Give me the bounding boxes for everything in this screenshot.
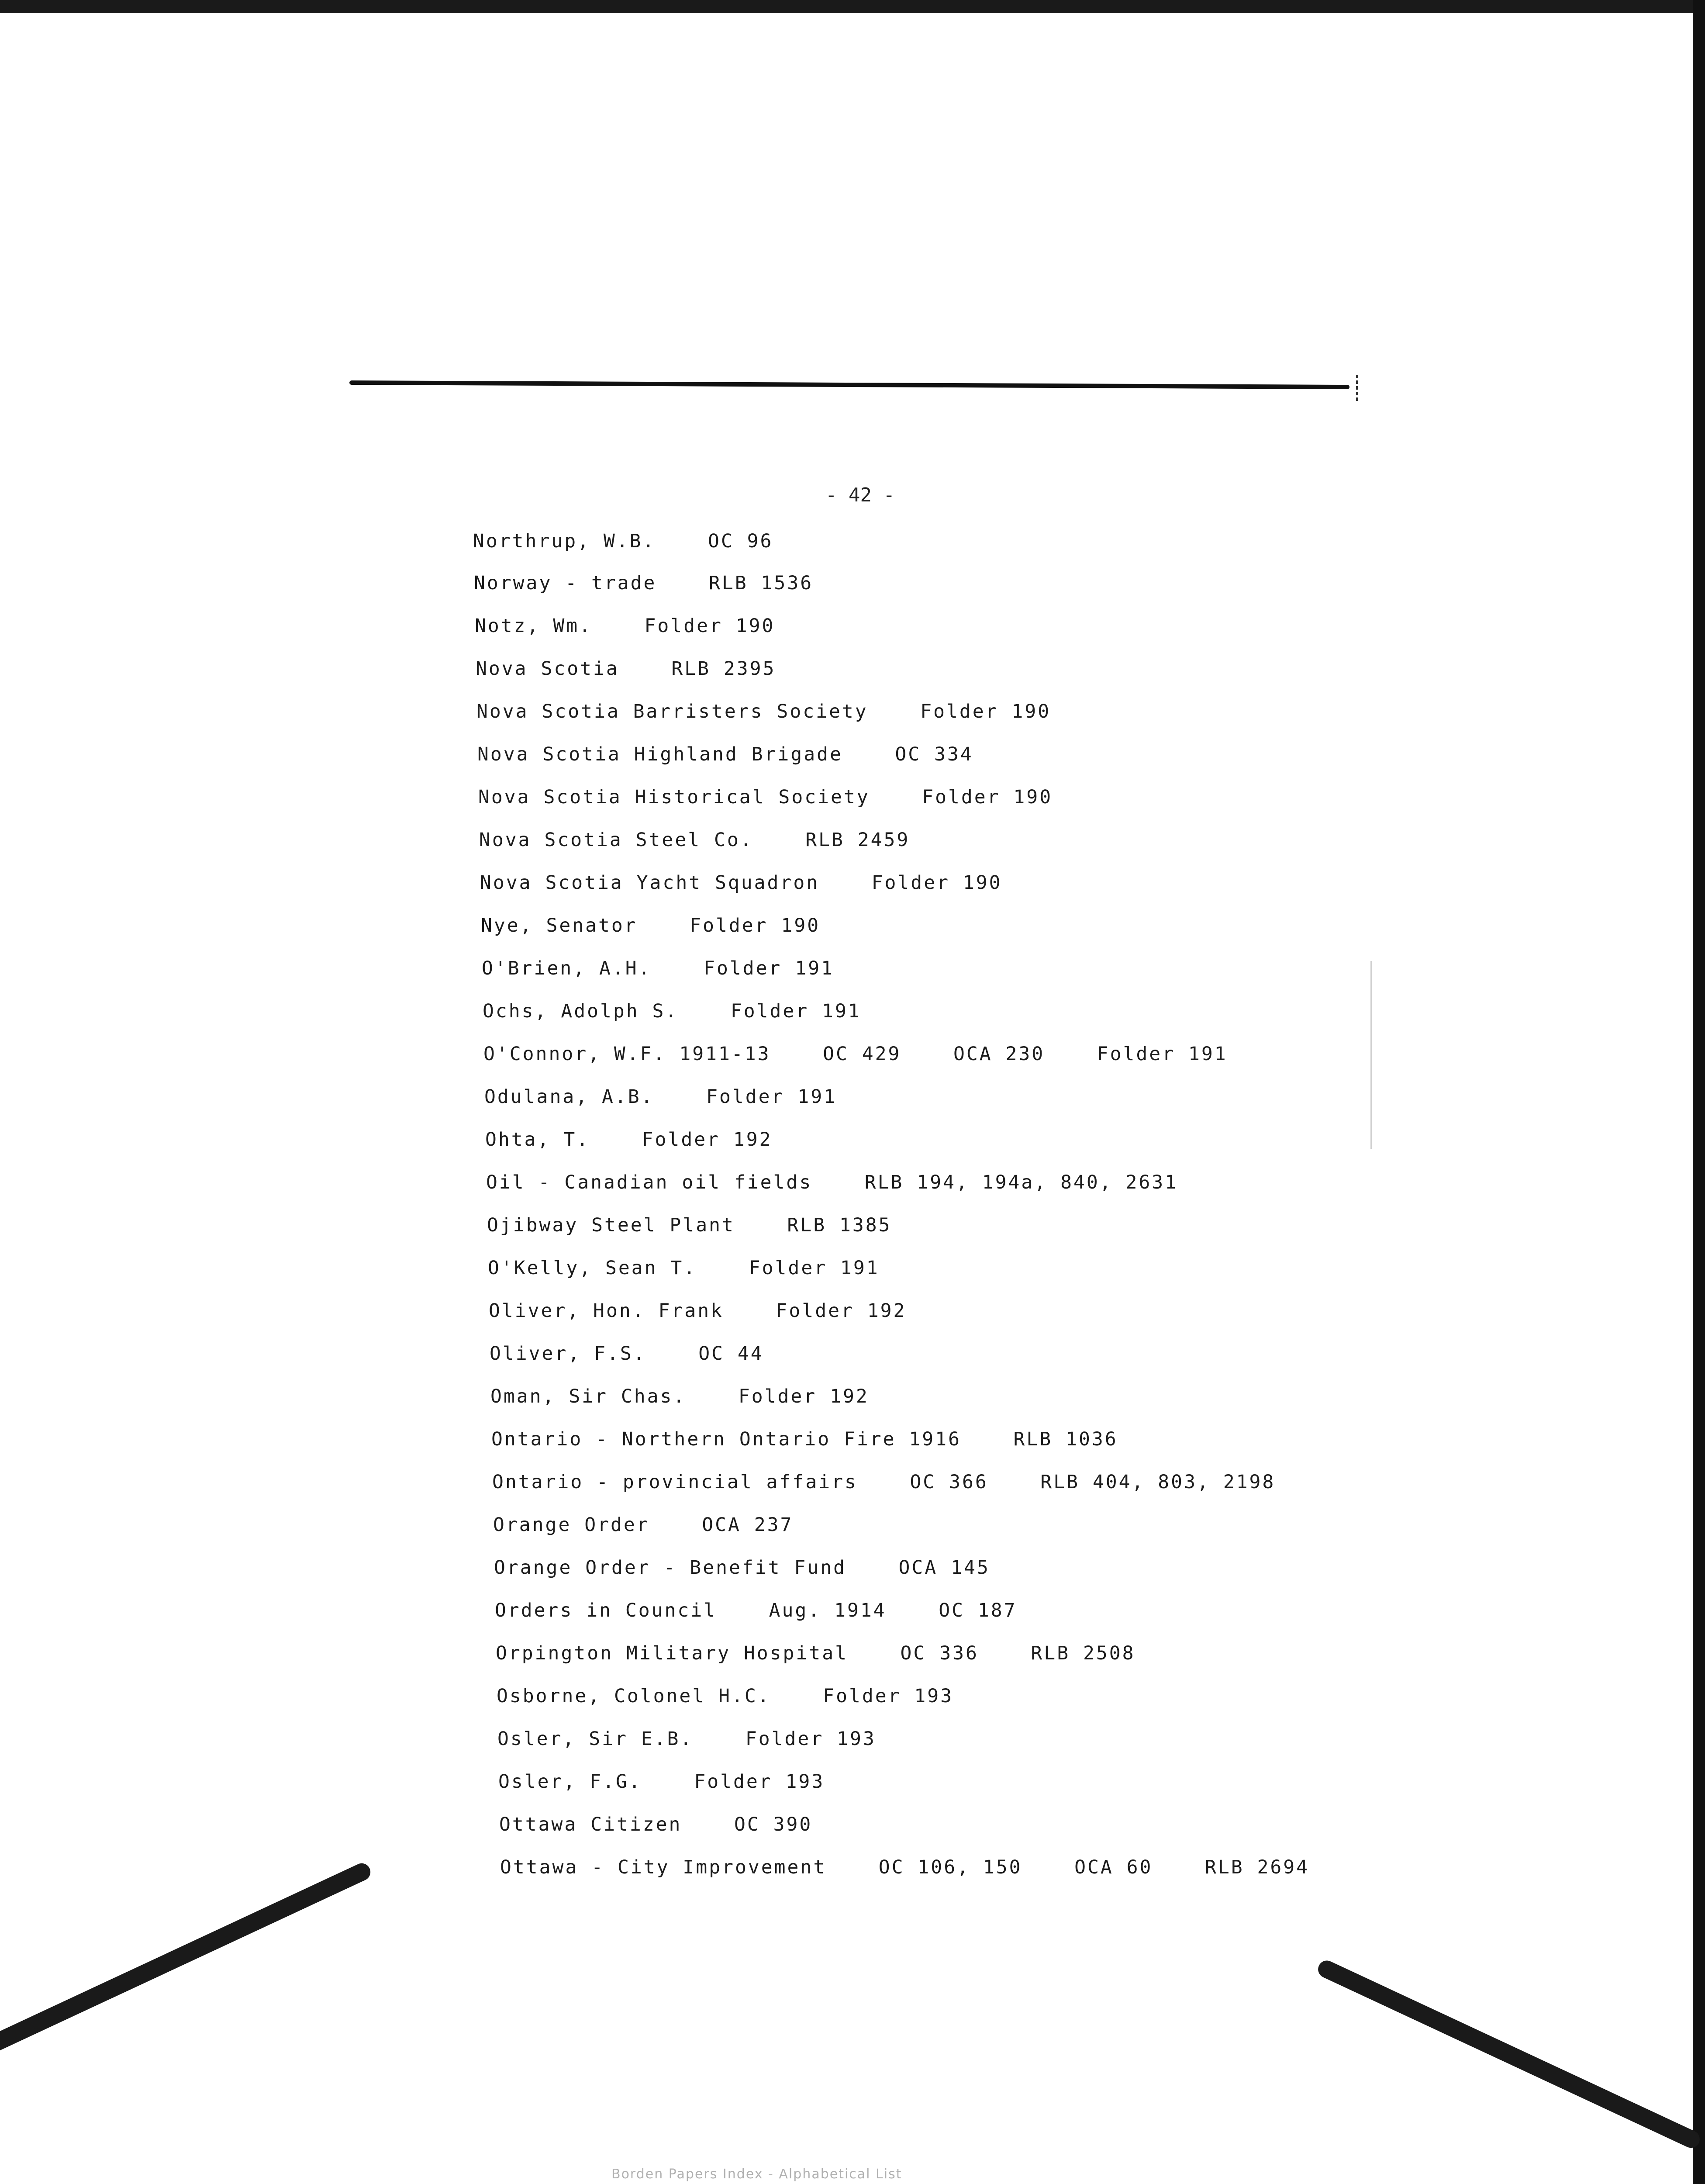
index-entry: Northrup, W.B. OC 96 (473, 530, 773, 552)
index-entry: Oman, Sir Chas. Folder 192 (490, 1386, 869, 1407)
index-entry: Ojibway Steel Plant RLB 1385 (487, 1214, 892, 1236)
index-entry: Orders in Council Aug. 1914 OC 187 (495, 1600, 1017, 1621)
film-frame-right (1693, 0, 1705, 2184)
index-entry: Odulana, A.B. Folder 191 (484, 1086, 837, 1108)
index-entry: Ontario - Northern Ontario Fire 1916 RLB 1036 (491, 1428, 1118, 1450)
index-entry: Ottawa Citizen OC 390 (499, 1814, 813, 1835)
index-entry: Orange Order - Benefit Fund OCA 145 (494, 1557, 990, 1579)
index-entry: Orpington Military Hospital OC 336 RLB 2508 (496, 1642, 1136, 1664)
index-entry: Notz, Wm. Folder 190 (475, 615, 775, 637)
index-entry: Ochs, Adolph S. Folder 191 (483, 1000, 861, 1022)
rule-end-mark (1356, 375, 1362, 401)
index-entry: Osler, F.G. Folder 193 (498, 1771, 825, 1793)
index-entry: Ontario - provincial affairs OC 366 RLB 404, 803, 2198 (492, 1471, 1276, 1493)
index-entry: Oliver, Hon. Frank Folder 192 (489, 1300, 907, 1322)
index-entry: Ohta, T. Folder 192 (485, 1129, 773, 1151)
index-entry: Oliver, F.S. OC 44 (490, 1343, 764, 1365)
index-entry: Oil - Canadian oil fields RLB 194, 194a, 840, 2631 (486, 1171, 1178, 1193)
index-entry: Osler, Sir E.B. Folder 193 (497, 1728, 876, 1750)
index-entry: Ottawa - City Improvement OC 106, 150 OCA 60 RLB 2694 (500, 1856, 1310, 1878)
index-entry: Nova Scotia Yacht Squadron Folder 190 (480, 872, 1002, 894)
index-entry: O'Brien, A.H. Folder 191 (482, 957, 834, 979)
index-entry: Osborne, Colonel H.C. Folder 193 (497, 1685, 954, 1707)
index-entry: Nova Scotia RLB 2395 (476, 658, 776, 680)
index-entry: Nova Scotia Steel Co. RLB 2459 (479, 829, 910, 851)
page-clip-right (1315, 1958, 1703, 2151)
index-entry: O'Connor, W.F. 1911-13 OC 429 OCA 230 Folder 191 (483, 1043, 1228, 1065)
index-entry: Nova Scotia Highland Brigade OC 334 (477, 743, 973, 765)
index-entry: Nye, Senator Folder 190 (481, 915, 821, 936)
film-frame-top (0, 0, 1705, 13)
header-rule (349, 380, 1350, 389)
margin-mark (1370, 961, 1372, 1149)
index-entry: Norway - trade RLB 1536 (474, 572, 814, 594)
index-entry: Nova Scotia Historical Society Folder 190 (478, 786, 1053, 808)
index-entry: O'Kelly, Sean T. Folder 191 (488, 1257, 880, 1279)
page-clip-left (0, 1860, 373, 2061)
page-number: - 42 - (825, 484, 895, 506)
index-entry: Orange Order OCA 237 (493, 1514, 794, 1536)
index-entry: Nova Scotia Barristers Society Folder 190 (476, 701, 1051, 722)
faded-caption: Borden Papers Index - Alphabetical List (611, 2167, 902, 2182)
